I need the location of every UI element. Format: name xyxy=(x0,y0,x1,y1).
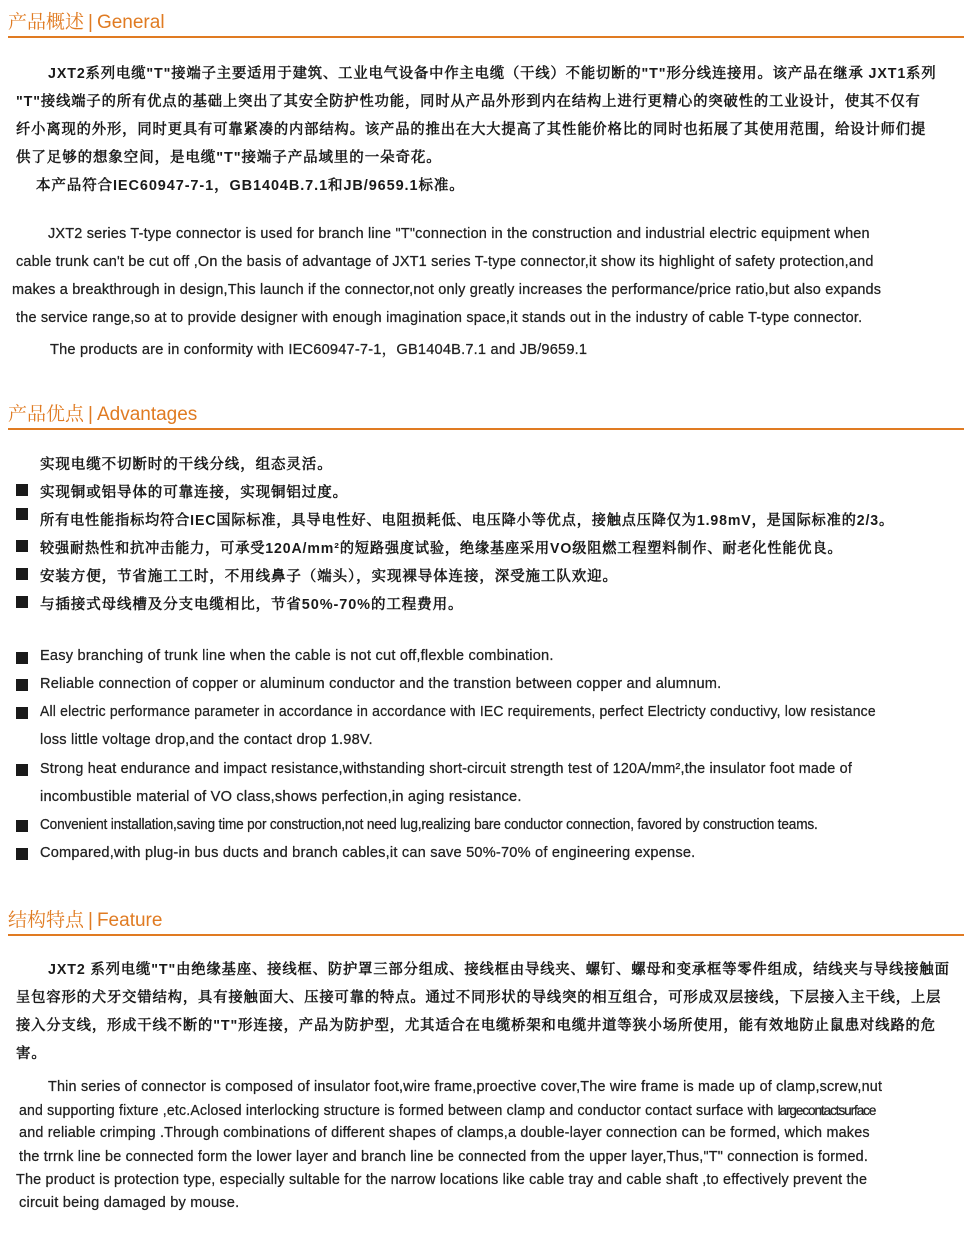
general-en-line: JXT2 series T-type connector is used for branch line "T"connection in the construction and industrial electric equipment when xyxy=(48,226,870,242)
title-cn: 产品优点 xyxy=(8,404,85,425)
feature-en-line: Thin series of connector is composed of insulator foot,wire frame,proective cover,The wire frame is made up of clamp,screw,nut xyxy=(48,1079,883,1095)
feature-cn-line: JXT2 系列电缆"T"由绝缘基座、接线框、防护罩三部分组成、接线框由导线夹、螺钉、螺母和变承框等零件组成，结线夹与导线接触面 xyxy=(48,962,950,978)
feature-en-line: The product is protection type, especially sultable for the narrow locations like cable tray and cable shaft ,to effectively prevent the xyxy=(16,1172,868,1188)
title-en: General xyxy=(96,12,165,33)
advantage-en-item: Strong heat endurance and impact resistance,withstanding short-circuit strength test of 120A/mm²,the insulator foot made of xyxy=(40,761,853,777)
feature-en-line: the trrnk line be connected form the lower layer and branch line be connected from the upper layer,Thus,"T" connection is formed. xyxy=(19,1149,869,1165)
general-en-line: makes a breakthrough in design,This launch if the connector,not only greatly increases the performance/price ratio,but also expands xyxy=(12,282,882,298)
general-cn-line: "T"接线端子的所有优点的基础上突出了其安全防护性功能，同时从产品外形到内在结构上进行更精心的突破性的工业设计，使其不仅有 xyxy=(16,94,921,110)
feature-cn-line: 害。 xyxy=(16,1046,47,1062)
title-cn: 产品概述 xyxy=(8,12,85,33)
feature-en-line: circuit being damaged by mouse. xyxy=(19,1195,240,1211)
advantage-en-item: loss little voltage drop,and the contact drop 1.98V. xyxy=(40,732,373,748)
bullet-square-icon xyxy=(16,848,28,860)
general-en-line: The products are in conformity with IEC60947-7-1，GB1404B.7.1 and JB/9659.1 xyxy=(50,342,588,358)
section-title-general xyxy=(8,10,964,38)
title-separator: | xyxy=(88,12,93,33)
bullet-square-icon xyxy=(16,568,28,580)
advantage-cn-item: 安装方便，节省施工工时，不用线鼻子（端头），实现裸导体连接，深受施工队欢迎。 xyxy=(40,569,618,585)
advantage-en-item: Compared,with plug-in bus ducts and branch cables,it can save 50%-70% of engineering expense. xyxy=(40,845,696,861)
advantage-en-item: All electric performance parameter in accordance in accordance with IEC requirements, perfect Electricty conductivy, low resistance xyxy=(40,704,876,720)
feature-en-line: and reliable crimping .Through combinations of different shapes of clamps,a double-layer connection can be formed, which makes xyxy=(19,1125,870,1141)
bullet-square-icon xyxy=(16,820,28,832)
advantage-en-item: Easy branching of trunk line when the cable is not cut off,flexble combination. xyxy=(40,648,554,664)
bullet-square-icon xyxy=(16,540,28,552)
advantage-en-item: Reliable connection of copper or aluminum conductor and the transtion between copper and alumnum. xyxy=(40,676,722,692)
advantage-cn-item: 实现铜或铝导体的可靠连接，实现铜铝过度。 xyxy=(40,485,348,501)
bullet-square-icon xyxy=(16,596,28,608)
bullet-square-icon xyxy=(16,764,28,776)
title-separator: | xyxy=(88,404,93,425)
advantage-en-item: Convenient installation,saving time por construction,not need lug,realizing bare conductor connection, favored by construction teams. xyxy=(40,817,818,833)
section-title-advantages xyxy=(8,402,964,430)
title-en: Feature xyxy=(96,910,163,931)
bullet-square-icon xyxy=(16,707,28,719)
feature-en-line: and supporting fixture ,etc.Aclosed interlocking structure is formed between clamp and conductor contact surface with largecontactsurface xyxy=(19,1102,876,1119)
feature-cn-line: 接入分支线，形成干线不断的"T"形连接，产品为防护型，尤其适合在电缆桥架和电缆井道等狭小场所使用，能有效地防止鼠患对线路的危 xyxy=(16,1018,936,1034)
title-en: Advantages xyxy=(96,404,198,425)
bullet-square-icon xyxy=(16,484,28,496)
general-cn-line: JXT2系列电缆"T"接端子主要适用于建筑、工业电气设备中作主电缆（干线）不能切断的"T"形分线连接用。该产品在继承 JXT1系列 xyxy=(48,66,937,82)
general-en-line: cable trunk can't be cut off ,On the basis of advantage of JXT1 series T-type connector,it show its highlight of safety protection,and xyxy=(16,254,874,270)
general-cn-line: 本产品符合IEC60947-7-1，GB1404B.7.1和JB/9659.1标准。 xyxy=(36,178,465,194)
advantage-cn-item: 与插接式母线槽及分支电缆相比，节省50%-70%的工程费用。 xyxy=(40,597,464,613)
advantage-en-item: incombustible material of VO class,shows perfection,in aging resistance. xyxy=(40,789,522,805)
general-en-line: the service range,so at to provide designer with enough imagination space,it stands out in the industry of cable T-type connector. xyxy=(16,310,863,326)
general-cn-line: 供了足够的想象空间，是电缆"T"接端子产品域里的一朵奇花。 xyxy=(16,150,442,166)
title-cn: 结构特点 xyxy=(8,910,85,931)
general-cn-line: 纤小离现的外形，同时更具有可靠紧凑的内部结构。该产品的推出在大大提高了其性能价格比的同时也拓展了其使用范围，给设计师们提 xyxy=(16,122,927,138)
bullet-square-icon xyxy=(16,652,28,664)
bullet-square-icon xyxy=(16,679,28,691)
advantage-cn-item: 较强耐热性和抗冲击能力，可承受120A/mm²的短路强度试验，绝缘基座采用VO级阻燃工程塑料制作、耐老化性能优良。 xyxy=(40,541,843,557)
section-title-feature xyxy=(8,908,964,936)
title-separator: | xyxy=(88,910,93,931)
advantage-cn-item: 实现电缆不切断时的干线分线，组态灵活。 xyxy=(40,457,333,473)
advantage-cn-item: 所有电性能指标均符合IEC国际标准，具导电性好、电阻损耗低、电压降小等优点，接触点压降仅为1.98mV，是国际标准的2/3。 xyxy=(40,513,895,529)
feature-cn-line: 呈包容形的犬牙交错结构，具有接触面大、压接可靠的特点。通过不同形状的导线突的相互组合，可形成双层接线，下层接入主干线，上层 xyxy=(16,990,942,1006)
bullet-square-icon xyxy=(16,508,28,520)
